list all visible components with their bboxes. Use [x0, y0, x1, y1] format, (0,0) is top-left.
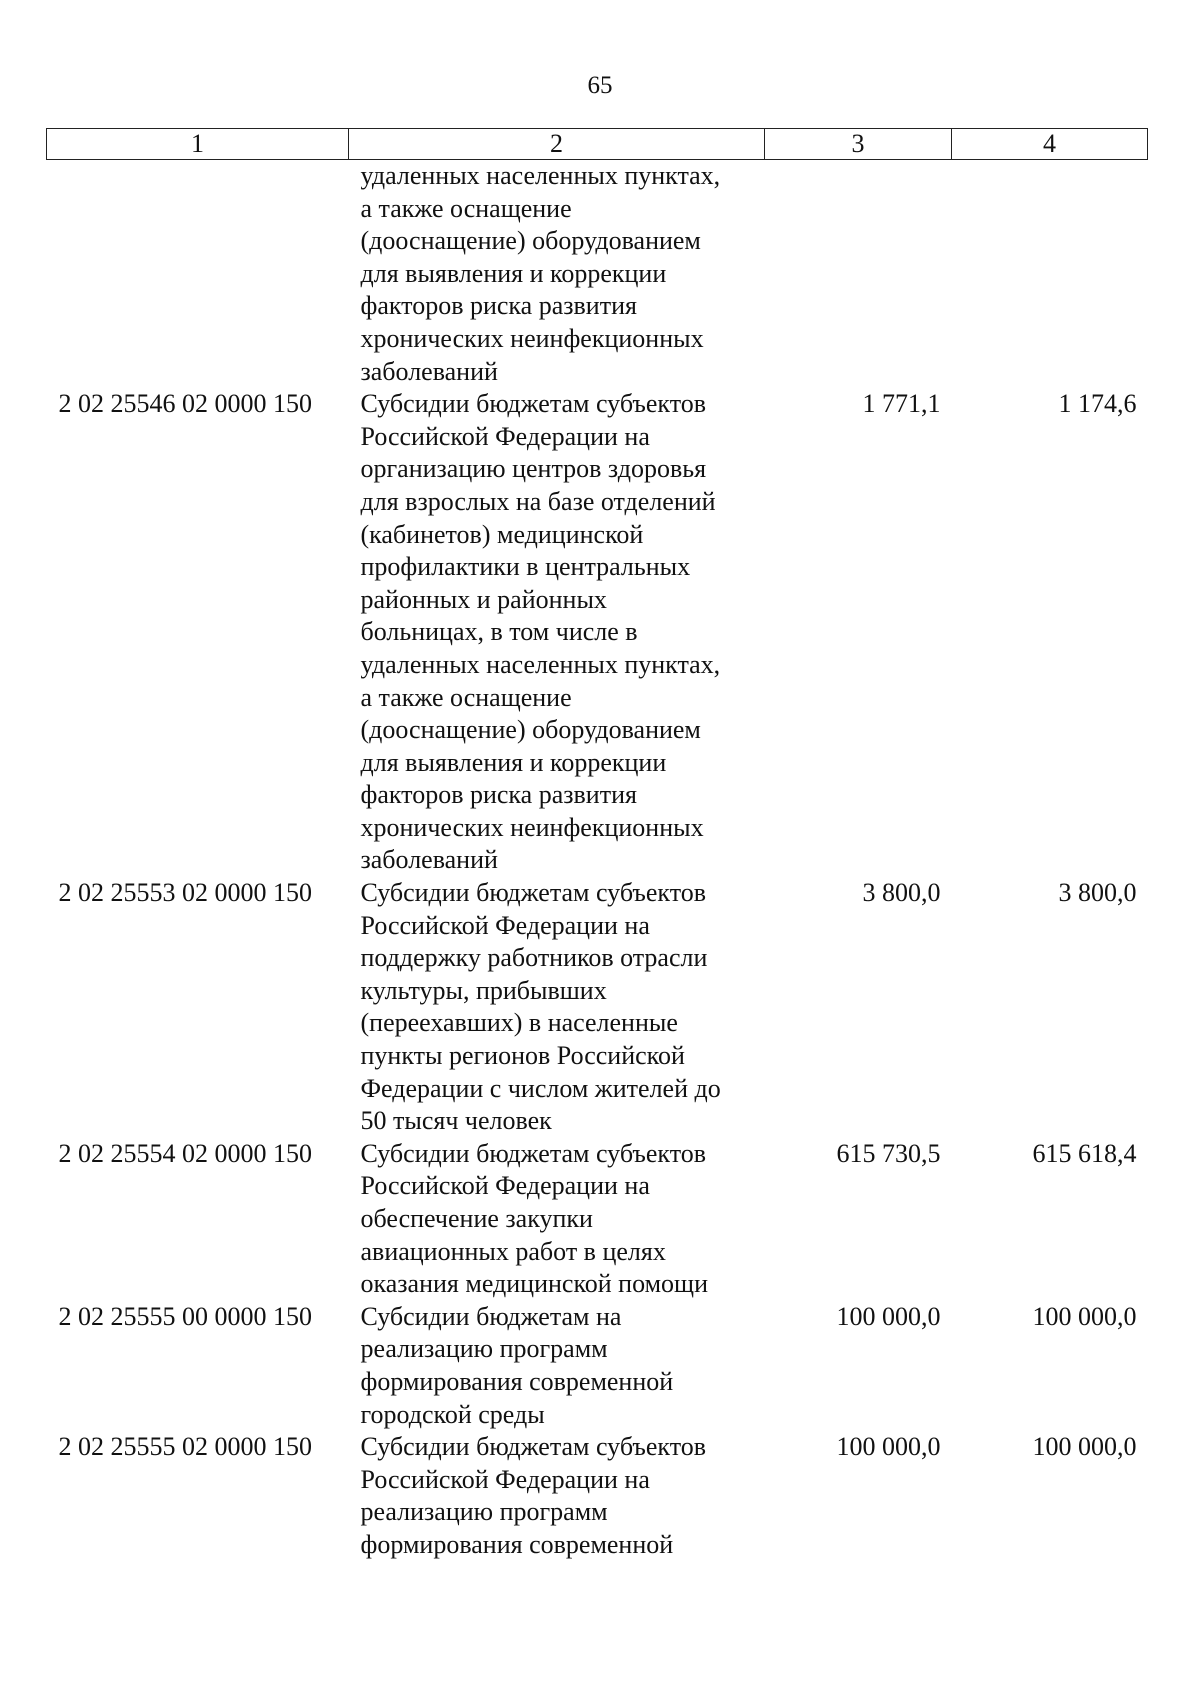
- description-line: Федерации с числом жителей до: [360, 1073, 721, 1103]
- description-line: (переехавших) в населенные: [360, 1008, 678, 1038]
- description-line: организацию центров здоровья: [360, 454, 707, 484]
- description-line: хронических неинфекционных: [360, 812, 704, 842]
- description-line: (дооснащение) оборудованием: [360, 715, 701, 745]
- description-cell: [349, 1301, 765, 1431]
- description-line: реализацию программ: [360, 1334, 608, 1364]
- description-line: Субсидии бюджетам субъектов: [360, 878, 706, 908]
- description-line: культуры, прибывших: [360, 975, 607, 1005]
- description-cell: [349, 1431, 765, 1561]
- amount-col3-cell: 100 000,0: [836, 1432, 941, 1462]
- description-line: для взрослых на базе отделений: [360, 486, 716, 516]
- description-line: городской среды: [360, 1399, 545, 1429]
- table-row: [47, 160, 1148, 389]
- description-line: а также оснащение: [360, 682, 572, 712]
- description-line: Субсидии бюджетам субъектов: [360, 1432, 706, 1462]
- description-line: поддержку работников отрасли: [360, 943, 708, 973]
- description-line: а также оснащение: [360, 193, 572, 223]
- revenue-code-cell: 2 02 25555 02 0000 150: [58, 1432, 312, 1462]
- description-line: факторов риска развития: [360, 780, 637, 810]
- description-line: больницах, в том числе в: [360, 617, 638, 647]
- table-row: [47, 1138, 1148, 1301]
- description-line: удаленных населенных пунктах,: [360, 649, 721, 679]
- description-line: профилактики в центральных: [360, 552, 691, 582]
- description-cell: [349, 160, 765, 389]
- description-line: авиационных работ в целях: [360, 1236, 666, 1266]
- description-line: обеспечение закупки: [360, 1204, 593, 1233]
- amount-col3-cell: 1 771,1: [862, 389, 941, 419]
- description-line: (кабинетов) медицинской: [360, 519, 644, 549]
- description-line: факторов риска развития: [360, 291, 637, 321]
- column-header-1: 1: [47, 129, 349, 160]
- revenue-code-cell: 2 02 25554 02 0000 150: [58, 1138, 312, 1168]
- amount-col4-cell: [952, 160, 1148, 389]
- description-line: Субсидии бюджетам субъектов: [360, 389, 706, 419]
- description-line: реализацию программ: [360, 1497, 608, 1527]
- amount-col3-cell: 615 730,5: [836, 1138, 941, 1168]
- amount-col3-cell: 100 000,0: [836, 1301, 941, 1331]
- description-line: (дооснащение) оборудованием: [360, 226, 701, 256]
- description-line: 50 тысяч человек: [360, 1106, 552, 1136]
- description-line: формирования современной: [360, 1529, 674, 1559]
- description-line: районных и районных: [360, 584, 607, 614]
- description-line: Российской Федерации на: [360, 1464, 650, 1494]
- column-header-4: 4: [952, 129, 1148, 160]
- description-line: хронических неинфекционных: [360, 323, 704, 353]
- revenue-code-cell: [47, 160, 349, 389]
- revenue-code-cell: 2 02 25555 00 0000 150: [58, 1301, 312, 1331]
- amount-col4-cell: 615 618,4: [1032, 1138, 1137, 1168]
- table-row: [47, 1301, 1148, 1431]
- amount-col4-cell: 1 174,6: [1058, 389, 1137, 419]
- amount-col4-cell: 100 000,0: [1032, 1301, 1137, 1331]
- column-header-2: 2: [349, 129, 765, 160]
- table-header: [47, 129, 1148, 160]
- revenue-code-cell: 2 02 25553 02 0000 150: [58, 878, 312, 908]
- description-cell: [349, 388, 765, 877]
- description-line: для выявления и коррекции: [360, 747, 667, 777]
- description-line: формирования современной: [360, 1366, 674, 1396]
- description-line: пункты регионов Российской: [360, 1041, 685, 1071]
- page-number: 65: [587, 72, 613, 99]
- revenue-code-cell: 2 02 25546 02 0000 150: [58, 389, 312, 419]
- header-row: [47, 129, 1148, 160]
- amount-col3-cell: [765, 160, 952, 389]
- description-line: заболеваний: [360, 845, 498, 875]
- table-row: [47, 1431, 1148, 1561]
- description-line: Российской Федерации на: [360, 910, 650, 940]
- amount-col4-cell: 3 800,0: [1058, 878, 1137, 908]
- table-row: [47, 877, 1148, 1138]
- description-cell: [349, 877, 765, 1138]
- description-line: Субсидии бюджетам на: [360, 1301, 622, 1331]
- table-body: [47, 160, 1148, 1562]
- description-line: Субсидии бюджетам субъектов: [360, 1138, 706, 1168]
- description-line: удаленных населенных пунктах,: [360, 161, 721, 190]
- table-row: [47, 388, 1148, 877]
- description-line: заболеваний: [360, 356, 498, 386]
- description-line: Российской Федерации на: [360, 1171, 650, 1201]
- description-cell: [349, 1138, 765, 1301]
- column-header-3: 3: [765, 129, 952, 160]
- amount-col3-cell: 3 800,0: [862, 878, 941, 908]
- budget-table: [46, 128, 1148, 1562]
- description-line: для выявления и коррекции: [360, 258, 667, 288]
- description-line: Российской Федерации на: [360, 421, 650, 451]
- amount-col4-cell: 100 000,0: [1032, 1432, 1137, 1462]
- description-line: оказания медицинской помощи: [360, 1269, 708, 1299]
